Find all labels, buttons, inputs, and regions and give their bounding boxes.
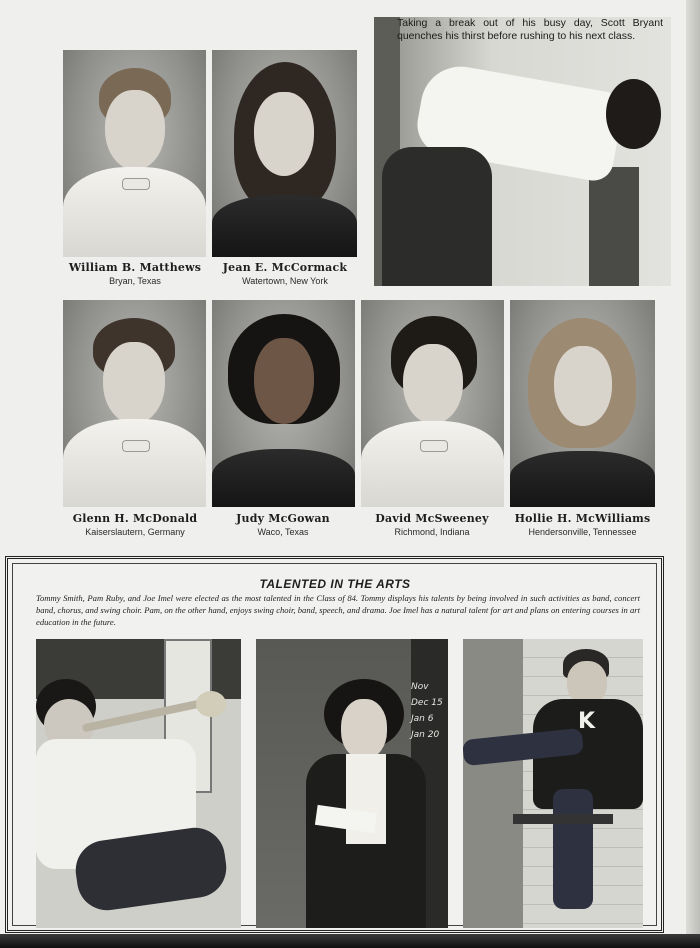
portrait-name: Judy McGowan — [236, 512, 330, 525]
page-edge — [686, 0, 700, 948]
portrait-name: David McSweeney — [375, 512, 489, 525]
portrait-location: Hendersonville, Tennessee — [528, 527, 637, 537]
talent-body-text: Tommy Smith, Pam Ruby, and Joe Imel were elected as the most talented in the Class of 84. Tommy displays his talents by being involved in such activities as band, concert band, chorus, and swing choir. Pam, on the other hand, enjoys swing choir, band, speech, and drama. Joe Imel has a natural talent for art and plans on entering courses in art education in the future. — [36, 593, 640, 627]
portrait-name: Glenn H. McDonald — [72, 512, 198, 525]
chalkboard-line: Dec 15 — [411, 698, 443, 708]
portrait-jean-mccormack — [212, 50, 357, 257]
chalkboard-text — [411, 679, 446, 743]
portrait-david-mcsweeney — [361, 300, 504, 507]
candid-photo-caption: Taking a break out of his busy day, Scott Bryant quenches his thirst before rushing to his next class. — [397, 17, 663, 42]
portrait-judy-mcgowan — [212, 300, 355, 507]
portrait-location: Bryan, Texas — [109, 276, 161, 286]
jacket-letter: K — [578, 709, 596, 734]
chalkboard-line: Jan 6 — [411, 714, 434, 724]
portrait-hollie-mcwilliams — [510, 300, 655, 507]
portrait-location: Richmond, Indiana — [394, 527, 470, 537]
portrait-william-matthews — [63, 50, 206, 257]
chalkboard-line: Nov — [411, 682, 429, 692]
talent-photo-letter-jacket — [463, 639, 643, 928]
portrait-location: Watertown, New York — [242, 276, 328, 286]
chalkboard-line: Jan 20 — [411, 730, 440, 740]
portrait-name: Jean E. McCormack — [222, 261, 348, 274]
page-bottom-edge — [0, 934, 700, 948]
talent-title: TALENTED IN THE ARTS — [259, 577, 411, 591]
portrait-name: William B. Matthews — [68, 261, 202, 274]
portrait-location: Kaiserslautern, Germany — [85, 527, 185, 537]
portrait-name: Hollie H. McWilliams — [514, 512, 651, 525]
talent-photo-chalkboard — [256, 639, 448, 928]
candid-photo-drinking-fountain — [374, 17, 671, 286]
portrait-glenn-mcdonald — [63, 300, 206, 507]
portrait-location: Waco, Texas — [257, 527, 309, 537]
talent-photo-trumpet — [36, 639, 241, 928]
